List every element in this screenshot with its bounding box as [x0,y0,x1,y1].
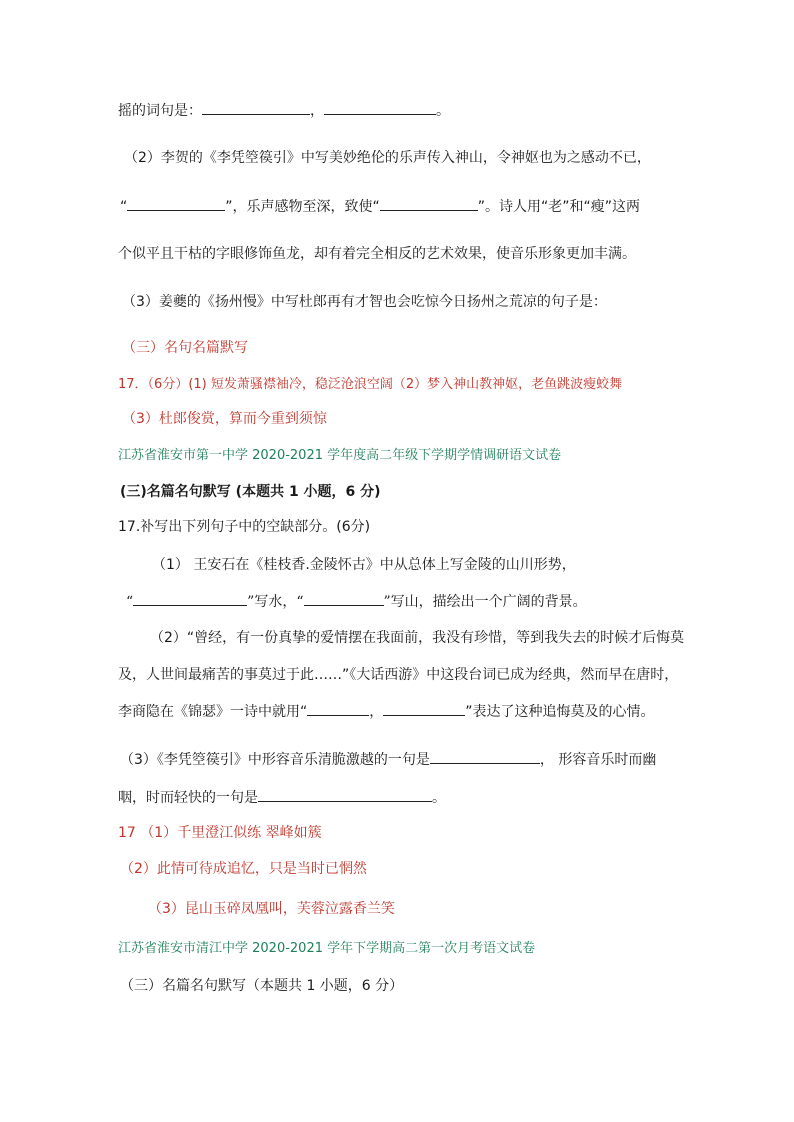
question-line: （3）姜夔的《扬州慢》中写杜郎再有才智也会吃惊今日扬州之荒凉的句子是： [122,294,607,310]
answer-blank [383,701,465,716]
text-span: 李商隐在《锦瑟》一诗中就用“ [118,704,308,720]
answer-line: 17 （1）千里澄江似练 翠峰如簇 [118,825,322,841]
question-line: （1） 王安石在《桂枝香.金陵怀古》中从总体上写金陵的山川形势， [152,557,576,573]
answer-blank [127,196,225,211]
answer-blank [133,591,247,606]
section-heading: （三）名篇名句默写（本题共 1 小题，6 分） [120,978,404,994]
fill-blank-line [118,701,655,722]
answer-blank [304,591,384,606]
text-span: ”表达了这种追悔莫及的心情。 [465,704,655,720]
text-span: ，乐声感物至深，致使“ [232,199,380,215]
fill-blank-line [126,591,587,612]
text-span: ”写山，描绘出一个广阔的背景。 [383,594,587,610]
text-span: 。 [432,790,446,806]
answer-blank [380,196,478,211]
question-line: 个似平且干枯的字眼修饰鱼龙，却有着完全相反的艺术效果，使音乐形象更加丰满。 [118,246,636,262]
text-span: （3）《李凭箜篌引》中形容音乐清脆激越的一句是 [120,752,430,768]
exam-source-title: 江苏省淮安市第一中学 2020-2021 学年度高二年级下学期学情调研语文试卷 [118,448,562,463]
fill-blank-line [118,787,446,808]
answer-blank [430,749,540,764]
text-span: 咽，时而轻快的一句是 [118,790,258,806]
text-span: ， [369,704,384,720]
answer-line: （3）昆山玉碎凤凰叫，芙蓉泣露香兰笑 [148,901,395,917]
text-span: ”。诗人用“老”和“瘦”这两 [477,199,641,215]
exam-source-title: 江苏省淮安市清江中学 2020-2021 学年下学期高二第一次月考语文试卷 [118,941,536,956]
text-span: ”写水，“ [247,594,304,610]
question-line: 及，人世间最痛苦的事莫过于此……”《大话西游》中这段台词已成为经典，然而早在唐时， [118,667,679,683]
fill-blank-line [118,100,450,121]
text-span: 。 [436,103,450,119]
text-span: “ [126,594,134,610]
answer-blank [324,100,436,115]
text-span: ” [225,199,233,215]
text-span: ， [310,103,324,119]
text-span: ， 形容音乐时而幽 [539,752,657,768]
question-line: （2）李贺的《李凭箜篌引》中写美妙绝伦的乐声传入神山，令神妪也为之感动不已， [124,150,651,166]
answer-line: 17．（6分）(1) 短发萧骚襟袖冷，稳泛沧浪空阔（2）梦入神山教神妪，老鱼跳波瘦蛟舞 [118,377,623,392]
question-line: （2）“曾经，有一份真挚的爱情摆在我面前，我没有珍惜，等到我失去的时候才后悔莫 [150,630,685,646]
fill-blank-line [120,196,640,217]
answer-blank [258,787,432,802]
text-span: “ [120,199,128,215]
question-line: 17.补写出下列句子中的空缺部分。(6分) [118,519,371,535]
section-heading: （三）名句名篇默写 [122,340,248,356]
answer-line: （3）杜郎俊赏，算而今重到须惊 [122,411,327,427]
text-span: 摇的词句是： [118,103,202,119]
answer-line: （2）此情可待成追忆，只是当时已惘然 [120,861,367,877]
answer-blank [307,701,369,716]
answer-blank [202,100,310,115]
fill-blank-line [120,749,656,770]
section-heading: (三)名篇名句默写 (本题共 1 小题，6 分) [120,484,381,500]
